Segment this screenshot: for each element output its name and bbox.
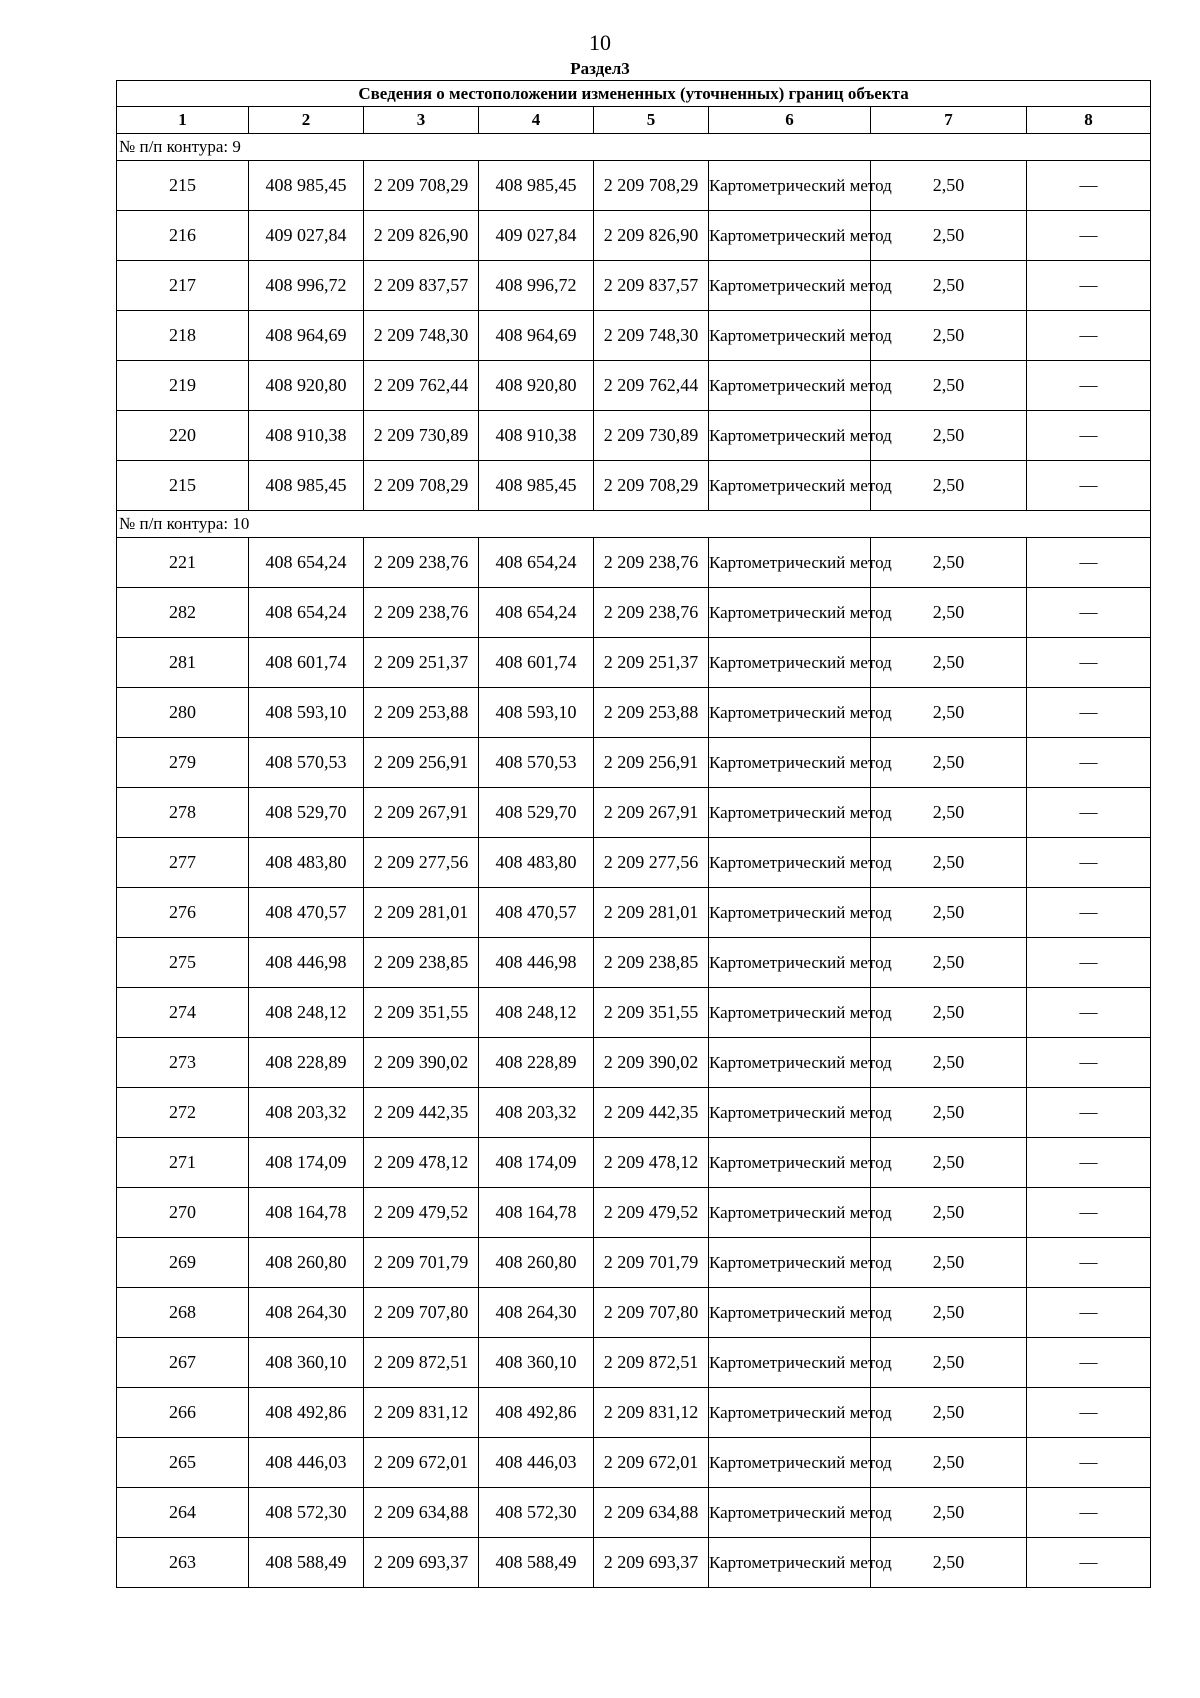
accuracy-cell: 2,50	[871, 261, 1027, 311]
point-number-cell: 277	[117, 838, 249, 888]
y-new-cell: 2 209 256,91	[594, 738, 709, 788]
table-row	[117, 361, 1151, 411]
method-cell: Картометрический метод	[709, 988, 871, 1038]
x-new-cell: 408 260,80	[479, 1238, 594, 1288]
y-new-cell: 2 209 708,29	[594, 161, 709, 211]
y-old-cell: 2 209 281,01	[364, 888, 479, 938]
x-old-cell: 408 264,30	[249, 1288, 364, 1338]
y-new-cell: 2 209 693,37	[594, 1538, 709, 1588]
table-row	[117, 1388, 1151, 1438]
point-number-cell: 279	[117, 738, 249, 788]
x-old-cell: 408 588,49	[249, 1538, 364, 1588]
point-number-cell: 272	[117, 1088, 249, 1138]
method-cell: Картометрический метод	[709, 261, 871, 311]
point-number-cell: 273	[117, 1038, 249, 1088]
table-row	[117, 638, 1151, 688]
table-row	[117, 1188, 1151, 1238]
y-old-cell: 2 209 238,76	[364, 538, 479, 588]
y-new-cell: 2 209 267,91	[594, 788, 709, 838]
y-old-cell: 2 209 253,88	[364, 688, 479, 738]
accuracy-cell: 2,50	[871, 1538, 1027, 1588]
table-row	[117, 311, 1151, 361]
table-row	[117, 738, 1151, 788]
y-new-cell: 2 209 238,76	[594, 588, 709, 638]
point-number-cell: 275	[117, 938, 249, 988]
point-number-cell: 282	[117, 588, 249, 638]
point-number-cell: 280	[117, 688, 249, 738]
method-cell: Картометрический метод	[709, 411, 871, 461]
x-new-cell: 408 483,80	[479, 838, 594, 888]
boundary-coordinates-table	[116, 80, 1151, 1588]
method-cell: Картометрический метод	[709, 461, 871, 511]
y-old-cell: 2 209 762,44	[364, 361, 479, 411]
x-old-cell: 408 164,78	[249, 1188, 364, 1238]
y-new-cell: 2 209 872,51	[594, 1338, 709, 1388]
column-header: 2	[249, 107, 364, 134]
y-old-cell: 2 209 390,02	[364, 1038, 479, 1088]
table-body	[117, 134, 1151, 1588]
x-new-cell: 408 654,24	[479, 588, 594, 638]
point-number-cell: 267	[117, 1338, 249, 1388]
note-cell: —	[1027, 1338, 1151, 1388]
x-new-cell: 408 572,30	[479, 1488, 594, 1538]
point-number-cell: 266	[117, 1388, 249, 1438]
x-old-cell: 408 248,12	[249, 988, 364, 1038]
table-row	[117, 538, 1151, 588]
x-old-cell: 408 996,72	[249, 261, 364, 311]
x-old-cell: 408 470,57	[249, 888, 364, 938]
table-row	[117, 461, 1151, 511]
note-cell: —	[1027, 261, 1151, 311]
x-new-cell: 408 164,78	[479, 1188, 594, 1238]
note-cell: —	[1027, 411, 1151, 461]
y-new-cell: 2 209 253,88	[594, 688, 709, 738]
y-new-cell: 2 209 390,02	[594, 1038, 709, 1088]
page-number: 10	[589, 30, 611, 55]
x-new-cell: 408 446,98	[479, 938, 594, 988]
y-new-cell: 2 209 281,01	[594, 888, 709, 938]
x-new-cell: 408 570,53	[479, 738, 594, 788]
method-cell: Картометрический метод	[709, 638, 871, 688]
x-new-cell: 408 588,49	[479, 1538, 594, 1588]
accuracy-cell: 2,50	[871, 838, 1027, 888]
y-old-cell: 2 209 238,76	[364, 588, 479, 638]
method-cell: Картометрический метод	[709, 161, 871, 211]
method-cell: Картометрический метод	[709, 1088, 871, 1138]
point-number-cell: 215	[117, 461, 249, 511]
point-number-cell: 281	[117, 638, 249, 688]
y-new-cell: 2 209 707,80	[594, 1288, 709, 1338]
method-cell: Картометрический метод	[709, 1488, 871, 1538]
method-cell: Картометрический метод	[709, 1338, 871, 1388]
y-old-cell: 2 209 748,30	[364, 311, 479, 361]
note-cell: —	[1027, 688, 1151, 738]
accuracy-cell: 2,50	[871, 1188, 1027, 1238]
point-number-cell: 218	[117, 311, 249, 361]
x-new-cell: 408 985,45	[479, 461, 594, 511]
note-cell: —	[1027, 1388, 1151, 1438]
note-cell: —	[1027, 788, 1151, 838]
note-cell: —	[1027, 838, 1151, 888]
y-new-cell: 2 209 238,76	[594, 538, 709, 588]
y-old-cell: 2 209 478,12	[364, 1138, 479, 1188]
table-row	[117, 1438, 1151, 1488]
note-cell: —	[1027, 311, 1151, 361]
accuracy-cell: 2,50	[871, 311, 1027, 361]
accuracy-cell: 2,50	[871, 588, 1027, 638]
y-new-cell: 2 209 708,29	[594, 461, 709, 511]
y-old-cell: 2 209 872,51	[364, 1338, 479, 1388]
note-cell: —	[1027, 1088, 1151, 1138]
point-number-cell: 263	[117, 1538, 249, 1588]
table-row	[117, 888, 1151, 938]
y-old-cell: 2 209 730,89	[364, 411, 479, 461]
note-cell: —	[1027, 1538, 1151, 1588]
point-number-cell: 270	[117, 1188, 249, 1238]
y-new-cell: 2 209 672,01	[594, 1438, 709, 1488]
note-cell: —	[1027, 361, 1151, 411]
y-new-cell: 2 209 251,37	[594, 638, 709, 688]
y-old-cell: 2 209 831,12	[364, 1388, 479, 1438]
y-new-cell: 2 209 238,85	[594, 938, 709, 988]
y-new-cell: 2 209 442,35	[594, 1088, 709, 1138]
y-new-cell: 2 209 634,88	[594, 1488, 709, 1538]
method-cell: Картометрический метод	[709, 1538, 871, 1588]
x-old-cell: 408 529,70	[249, 788, 364, 838]
table-row	[117, 788, 1151, 838]
note-cell: —	[1027, 1038, 1151, 1088]
x-new-cell: 408 985,45	[479, 161, 594, 211]
x-old-cell: 408 985,45	[249, 161, 364, 211]
y-new-cell: 2 209 351,55	[594, 988, 709, 1038]
y-new-cell: 2 209 826,90	[594, 211, 709, 261]
x-new-cell: 408 920,80	[479, 361, 594, 411]
y-old-cell: 2 209 251,37	[364, 638, 479, 688]
x-new-cell: 408 470,57	[479, 888, 594, 938]
method-cell: Картометрический метод	[709, 361, 871, 411]
y-old-cell: 2 209 707,80	[364, 1288, 479, 1338]
x-new-cell: 408 264,30	[479, 1288, 594, 1338]
note-cell: —	[1027, 1288, 1151, 1338]
note-cell: —	[1027, 1188, 1151, 1238]
accuracy-cell: 2,50	[871, 938, 1027, 988]
note-cell: —	[1027, 588, 1151, 638]
y-old-cell: 2 209 693,37	[364, 1538, 479, 1588]
point-number-cell: 219	[117, 361, 249, 411]
x-new-cell: 408 492,86	[479, 1388, 594, 1438]
accuracy-cell: 2,50	[871, 988, 1027, 1038]
x-old-cell: 408 654,24	[249, 588, 364, 638]
accuracy-cell: 2,50	[871, 161, 1027, 211]
method-cell: Картометрический метод	[709, 888, 871, 938]
y-old-cell: 2 209 479,52	[364, 1188, 479, 1238]
note-cell: —	[1027, 938, 1151, 988]
method-cell: Картометрический метод	[709, 1038, 871, 1088]
x-new-cell: 408 996,72	[479, 261, 594, 311]
note-cell: —	[1027, 888, 1151, 938]
table-row	[117, 211, 1151, 261]
x-old-cell: 408 446,98	[249, 938, 364, 988]
contour-label-row	[117, 134, 1151, 161]
note-cell: —	[1027, 211, 1151, 261]
y-old-cell: 2 209 277,56	[364, 838, 479, 888]
section-title: Раздел3	[570, 59, 630, 78]
y-old-cell: 2 209 351,55	[364, 988, 479, 1038]
table-row	[117, 161, 1151, 211]
accuracy-cell: 2,50	[871, 1138, 1027, 1188]
point-number-cell: 220	[117, 411, 249, 461]
contour-label: № п/п контура: 10	[117, 511, 1151, 538]
accuracy-cell: 2,50	[871, 1438, 1027, 1488]
x-new-cell: 408 654,24	[479, 538, 594, 588]
x-new-cell: 408 446,03	[479, 1438, 594, 1488]
note-cell: —	[1027, 738, 1151, 788]
x-old-cell: 409 027,84	[249, 211, 364, 261]
method-cell: Картометрический метод	[709, 1188, 871, 1238]
accuracy-cell: 2,50	[871, 688, 1027, 738]
note-cell: —	[1027, 538, 1151, 588]
accuracy-cell: 2,50	[871, 1088, 1027, 1138]
table-row	[117, 988, 1151, 1038]
y-old-cell: 2 209 634,88	[364, 1488, 479, 1538]
method-cell: Картометрический метод	[709, 838, 871, 888]
method-cell: Картометрический метод	[709, 1438, 871, 1488]
table-row	[117, 1038, 1151, 1088]
x-new-cell: 408 964,69	[479, 311, 594, 361]
table-row	[117, 838, 1151, 888]
x-old-cell: 408 260,80	[249, 1238, 364, 1288]
y-new-cell: 2 209 701,79	[594, 1238, 709, 1288]
point-number-cell: 276	[117, 888, 249, 938]
x-new-cell: 409 027,84	[479, 211, 594, 261]
note-cell: —	[1027, 1438, 1151, 1488]
y-new-cell: 2 209 762,44	[594, 361, 709, 411]
accuracy-cell: 2,50	[871, 211, 1027, 261]
x-old-cell: 408 964,69	[249, 311, 364, 361]
accuracy-cell: 2,50	[871, 638, 1027, 688]
accuracy-cell: 2,50	[871, 411, 1027, 461]
table-row	[117, 261, 1151, 311]
method-cell: Картометрический метод	[709, 311, 871, 361]
accuracy-cell: 2,50	[871, 461, 1027, 511]
column-header: 4	[479, 107, 594, 134]
x-old-cell: 408 360,10	[249, 1338, 364, 1388]
x-old-cell: 408 985,45	[249, 461, 364, 511]
method-cell: Картометрический метод	[709, 688, 871, 738]
contour-label: № п/п контура: 9	[117, 134, 1151, 161]
point-number-cell: 264	[117, 1488, 249, 1538]
x-old-cell: 408 483,80	[249, 838, 364, 888]
y-new-cell: 2 209 837,57	[594, 261, 709, 311]
accuracy-cell: 2,50	[871, 361, 1027, 411]
method-cell: Картометрический метод	[709, 938, 871, 988]
table-row	[117, 1088, 1151, 1138]
x-new-cell: 408 203,32	[479, 1088, 594, 1138]
note-cell: —	[1027, 161, 1151, 211]
x-new-cell: 408 228,89	[479, 1038, 594, 1088]
x-old-cell: 408 570,53	[249, 738, 364, 788]
y-new-cell: 2 209 277,56	[594, 838, 709, 888]
point-number-cell: 221	[117, 538, 249, 588]
y-new-cell: 2 209 831,12	[594, 1388, 709, 1438]
accuracy-cell: 2,50	[871, 1238, 1027, 1288]
x-old-cell: 408 654,24	[249, 538, 364, 588]
x-old-cell: 408 492,86	[249, 1388, 364, 1438]
accuracy-cell: 2,50	[871, 1038, 1027, 1088]
x-new-cell: 408 529,70	[479, 788, 594, 838]
y-old-cell: 2 209 238,85	[364, 938, 479, 988]
x-new-cell: 408 601,74	[479, 638, 594, 688]
table-row	[117, 938, 1151, 988]
y-old-cell: 2 209 708,29	[364, 461, 479, 511]
x-old-cell: 408 228,89	[249, 1038, 364, 1088]
x-old-cell: 408 446,03	[249, 1438, 364, 1488]
y-old-cell: 2 209 256,91	[364, 738, 479, 788]
y-old-cell: 2 209 442,35	[364, 1088, 479, 1138]
x-new-cell: 408 910,38	[479, 411, 594, 461]
y-old-cell: 2 209 672,01	[364, 1438, 479, 1488]
x-new-cell: 408 174,09	[479, 1138, 594, 1188]
note-cell: —	[1027, 461, 1151, 511]
x-new-cell: 408 593,10	[479, 688, 594, 738]
method-cell: Картометрический метод	[709, 788, 871, 838]
table-row	[117, 1238, 1151, 1288]
accuracy-cell: 2,50	[871, 788, 1027, 838]
point-number-cell: 268	[117, 1288, 249, 1338]
point-number-cell: 278	[117, 788, 249, 838]
accuracy-cell: 2,50	[871, 1388, 1027, 1438]
note-cell: —	[1027, 638, 1151, 688]
point-number-cell: 215	[117, 161, 249, 211]
note-cell: —	[1027, 1488, 1151, 1538]
column-header: 6	[709, 107, 871, 134]
table-row	[117, 411, 1151, 461]
column-header-row	[117, 107, 1151, 134]
table-row	[117, 1288, 1151, 1338]
method-cell: Картометрический метод	[709, 1288, 871, 1338]
y-new-cell: 2 209 478,12	[594, 1138, 709, 1188]
accuracy-cell: 2,50	[871, 738, 1027, 788]
point-number-cell: 274	[117, 988, 249, 1038]
point-number-cell: 265	[117, 1438, 249, 1488]
method-cell: Картометрический метод	[709, 1388, 871, 1438]
x-old-cell: 408 920,80	[249, 361, 364, 411]
method-cell: Картометрический метод	[709, 1138, 871, 1188]
y-new-cell: 2 209 479,52	[594, 1188, 709, 1238]
x-new-cell: 408 360,10	[479, 1338, 594, 1388]
y-old-cell: 2 209 826,90	[364, 211, 479, 261]
y-old-cell: 2 209 267,91	[364, 788, 479, 838]
point-number-cell: 269	[117, 1238, 249, 1288]
table-caption: Сведения о местоположении измененных (уточненных) границ объекта	[117, 81, 1151, 107]
y-new-cell: 2 209 748,30	[594, 311, 709, 361]
accuracy-cell: 2,50	[871, 1488, 1027, 1538]
x-old-cell: 408 572,30	[249, 1488, 364, 1538]
accuracy-cell: 2,50	[871, 1338, 1027, 1388]
column-header: 1	[117, 107, 249, 134]
x-old-cell: 408 601,74	[249, 638, 364, 688]
column-header: 3	[364, 107, 479, 134]
table-row	[117, 1138, 1151, 1188]
column-header: 7	[871, 107, 1027, 134]
accuracy-cell: 2,50	[871, 888, 1027, 938]
point-number-cell: 217	[117, 261, 249, 311]
method-cell: Картометрический метод	[709, 211, 871, 261]
table-row	[117, 1488, 1151, 1538]
table-row	[117, 588, 1151, 638]
x-old-cell: 408 910,38	[249, 411, 364, 461]
column-header: 8	[1027, 107, 1151, 134]
contour-label-row	[117, 511, 1151, 538]
note-cell: —	[1027, 1138, 1151, 1188]
method-cell: Картометрический метод	[709, 538, 871, 588]
point-number-cell: 216	[117, 211, 249, 261]
x-old-cell: 408 203,32	[249, 1088, 364, 1138]
point-number-cell: 271	[117, 1138, 249, 1188]
table-row	[117, 1538, 1151, 1588]
method-cell: Картометрический метод	[709, 588, 871, 638]
method-cell: Картометрический метод	[709, 738, 871, 788]
accuracy-cell: 2,50	[871, 538, 1027, 588]
column-header: 5	[594, 107, 709, 134]
y-new-cell: 2 209 730,89	[594, 411, 709, 461]
x-old-cell: 408 593,10	[249, 688, 364, 738]
y-old-cell: 2 209 701,79	[364, 1238, 479, 1288]
y-old-cell: 2 209 837,57	[364, 261, 479, 311]
y-old-cell: 2 209 708,29	[364, 161, 479, 211]
table-row	[117, 1338, 1151, 1388]
x-new-cell: 408 248,12	[479, 988, 594, 1038]
note-cell: —	[1027, 988, 1151, 1038]
accuracy-cell: 2,50	[871, 1288, 1027, 1338]
table-row	[117, 688, 1151, 738]
method-cell: Картометрический метод	[709, 1238, 871, 1288]
x-old-cell: 408 174,09	[249, 1138, 364, 1188]
note-cell: —	[1027, 1238, 1151, 1288]
